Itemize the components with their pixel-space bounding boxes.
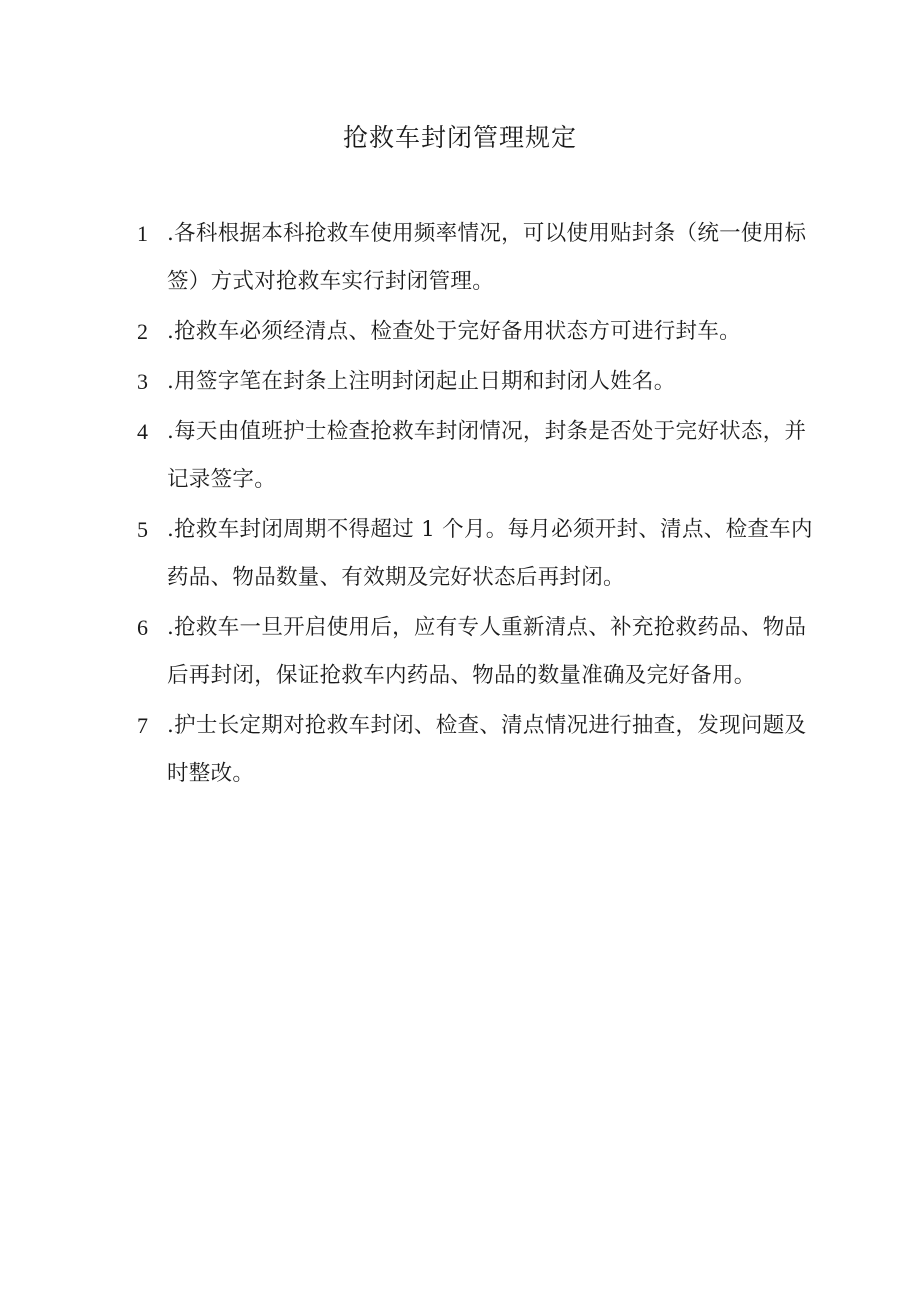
rule-text: .各科根据本科抢救车使用频率情况，可以使用贴封条（统一使用标签）方式对抢救车实行封闭管理。 xyxy=(167,221,807,294)
rule-item-4 xyxy=(137,408,817,504)
rule-number: 3 xyxy=(137,369,149,394)
rule-text: .用签字笔在封条上注明封闭起止日期和封闭人姓名。 xyxy=(167,369,676,394)
rule-number: 6 xyxy=(137,615,149,640)
rules-list xyxy=(137,210,817,800)
rule-text: .抢救车必须经清点、检查处于完好备用状态方可进行封车。 xyxy=(167,319,741,344)
rule-number: 2 xyxy=(137,319,149,344)
rule-text: .护士长定期对抢救车封闭、检查、清点情况进行抽查，发现问题及时整改。 xyxy=(167,713,807,786)
rule-number: 4 xyxy=(137,419,149,444)
rule-item-1 xyxy=(137,210,817,306)
rule-text: .抢救车一旦开启使用后，应有专人重新清点、补充抢救药品、物品后再封闭，保证抢救车内药品、物品的数量准确及完好备用。 xyxy=(167,615,807,688)
rule-text: .抢救车封闭周期不得超过 1 个月。每月必须开封、清点、检查车内药品、物品数量、有效期及完好状态后再封闭。 xyxy=(167,517,813,590)
rule-number: 7 xyxy=(137,713,149,738)
document-title: 抢救车封闭管理规定 xyxy=(342,123,577,152)
rule-number: 5 xyxy=(137,517,149,542)
rule-text: .每天由值班护士检查抢救车封闭情况，封条是否处于完好状态，并记录签字。 xyxy=(167,419,807,492)
rule-number: 1 xyxy=(137,221,149,246)
rule-item-6 xyxy=(137,604,817,700)
rule-item-2 xyxy=(137,308,817,356)
rule-item-5 xyxy=(137,506,817,602)
rule-item-7 xyxy=(137,702,817,798)
rule-item-3 xyxy=(137,358,817,406)
